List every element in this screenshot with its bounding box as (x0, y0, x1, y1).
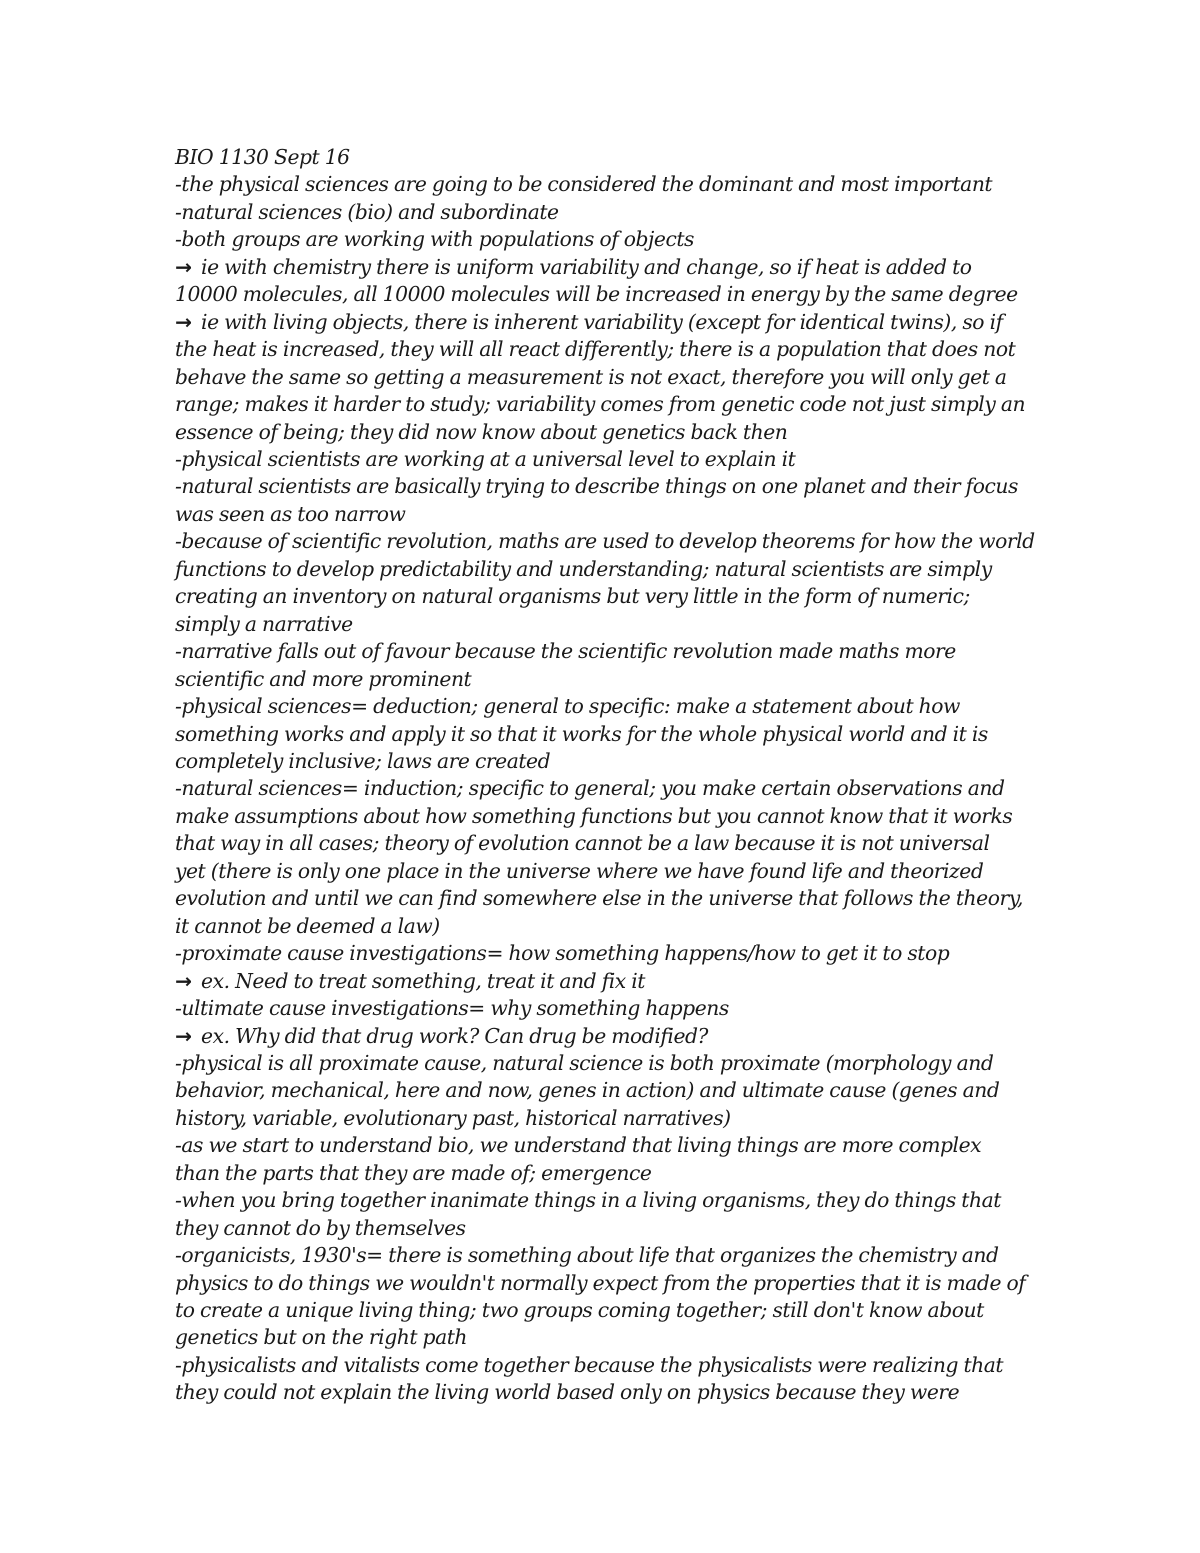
text-line-content: -ultimate cause investigations= why something happens (175, 996, 729, 1021)
text-line-content: that way in all cases; theory of evolution cannot be a law because it is not universal (175, 831, 990, 856)
text-line (175, 336, 1035, 363)
text-line (175, 419, 1035, 446)
text-line (175, 446, 1035, 473)
text-line (175, 309, 1035, 336)
text-line-content: they cannot do by themselves (175, 1215, 466, 1240)
text-line (175, 885, 1035, 912)
right-arrow-icon: → (175, 1023, 192, 1048)
text-line-content: -physicalists and vitalists come together because the physicalists were realizing that (175, 1352, 1004, 1377)
document-body (175, 144, 1035, 1407)
text-line-content: -natural sciences (bio) and subordinate (175, 199, 559, 224)
text-line (175, 803, 1035, 830)
text-line (175, 473, 1035, 500)
text-line-content: -organicists, 1930's= there is something about life that organizes the chemistry and (175, 1243, 999, 1268)
text-line-content: physics to do things we wouldn't normally expect from the properties that it is made of (175, 1270, 1026, 1295)
text-line (175, 940, 1035, 967)
text-line (175, 1105, 1035, 1132)
text-line (175, 528, 1035, 555)
text-line-content: genetics but on the right path (175, 1325, 468, 1350)
text-line (175, 281, 1035, 308)
text-line (175, 1215, 1035, 1242)
text-line (175, 501, 1035, 528)
text-line (175, 1132, 1035, 1159)
text-line-content: evolution and until we can find somewhere else in the universe that follows the theory, (175, 886, 1024, 911)
text-line (175, 1379, 1035, 1406)
text-line-content: functions to develop predictability and understanding; natural scientists are simply (175, 556, 992, 581)
text-line-content: completely inclusive; laws are created (175, 748, 551, 773)
text-line-content: -as we start to understand bio, we understand that living things are more complex (175, 1133, 982, 1158)
text-line-content: was seen as too narrow (175, 501, 406, 526)
text-line (175, 638, 1035, 665)
text-line (175, 748, 1035, 775)
text-line-content: history, variable, evolutionary past, historical narratives) (175, 1105, 731, 1130)
text-line (175, 226, 1035, 253)
text-line (175, 364, 1035, 391)
right-arrow-icon: → (175, 968, 192, 993)
text-line (175, 721, 1035, 748)
text-line (175, 1297, 1035, 1324)
text-line-content: range; makes it harder to study; variability comes from genetic code not just simply an (175, 392, 1026, 417)
text-line (175, 1050, 1035, 1077)
text-line (175, 1242, 1035, 1269)
text-line-content: 10000 molecules, all 10000 molecules will be increased in energy by the same degree (175, 282, 1018, 307)
text-line (175, 254, 1035, 281)
text-line-content: -because of scientific revolution, maths are used to develop theorems for how the world (175, 529, 1035, 554)
text-line (175, 666, 1035, 693)
text-line-content: essence of being; they did now know about genetics back then (175, 419, 788, 444)
text-line (175, 1270, 1035, 1297)
text-line (175, 391, 1035, 418)
text-line-content: creating an inventory on natural organisms but very little in the form of numeric; (175, 584, 970, 609)
text-line-content: -the physical sciences are going to be considered the dominant and most important (175, 172, 993, 197)
text-line-content: the heat is increased, they will all react differently; there is a population that does not (175, 337, 1016, 362)
text-line (175, 1187, 1035, 1214)
text-line-content: -natural sciences= induction; specific to general; you make certain observations and (175, 776, 1005, 801)
text-line (175, 199, 1035, 226)
text-line-content: BIO 1130 Sept 16 (175, 145, 350, 169)
text-line-content: -both groups are working with populations of objects (175, 227, 695, 252)
text-line-content: than the parts that they are made of; emergence (175, 1160, 652, 1185)
text-line-content: make assumptions about how something functions but you cannot know that it works (175, 803, 1013, 828)
text-line-content: scientific and more prominent (175, 666, 472, 691)
text-line (175, 693, 1035, 720)
text-line (175, 858, 1035, 885)
text-line (175, 1077, 1035, 1104)
text-line-content: behavior, mechanical, here and now, genes in action) and ultimate cause (genes and (175, 1078, 1000, 1103)
text-line-content: -natural scientists are basically trying to describe things on one planet and their focus (175, 474, 1018, 499)
text-line (175, 995, 1035, 1022)
text-line (175, 775, 1035, 802)
text-line (175, 1352, 1035, 1379)
document-heading (175, 144, 1035, 171)
text-line-content: -when you bring together inanimate things in a living organisms, they do things that (175, 1188, 1001, 1213)
text-line (175, 913, 1035, 940)
text-line (175, 583, 1035, 610)
text-line (175, 1160, 1035, 1187)
text-line-content: ex. Need to treat something, treat it and fix it (195, 968, 646, 993)
right-arrow-icon: → (175, 254, 192, 279)
text-line (175, 968, 1035, 995)
text-line-content: ie with chemistry there is uniform variability and change, so if heat is added to (195, 254, 972, 279)
text-line-content: -proximate cause investigations= how something happens/how to get it to stop (175, 941, 950, 966)
text-line-content: ex. Why did that drug work? Can drug be modified? (195, 1023, 708, 1048)
text-line-content: yet (there is only one place in the universe where we have found life and theorized (175, 858, 984, 883)
text-line-content: -physical scientists are working at a universal level to explain it (175, 446, 796, 471)
text-line (175, 830, 1035, 857)
text-line-content: it cannot be deemed a law) (175, 913, 440, 938)
right-arrow-icon: → (175, 309, 192, 334)
text-line-content: ie with living objects, there is inherent variability (except for identical twins), so if (195, 309, 1003, 334)
text-line-content: -narrative falls out of favour because the scientific revolution made maths more (175, 639, 956, 664)
text-line-content: simply a narrative (175, 611, 353, 636)
text-line-content: something works and apply it so that it works for the whole physical world and it is (175, 721, 988, 746)
text-line (175, 1324, 1035, 1351)
text-line-content: -physical is all proximate cause, natural science is both proximate (morphology and (175, 1050, 994, 1075)
text-line (175, 611, 1035, 638)
text-line (175, 171, 1035, 198)
text-line-content: they could not explain the living world based only on physics because they were (175, 1380, 960, 1405)
text-line (175, 556, 1035, 583)
text-line-content: -physical sciences= deduction; general to specific: make a statement about how (175, 694, 960, 719)
text-line-content: to create a unique living thing; two groups coming together; still don't know about (175, 1298, 984, 1323)
text-line (175, 1023, 1035, 1050)
text-line-content: behave the same so getting a measurement is not exact, therefore you will only get a (175, 364, 1007, 389)
